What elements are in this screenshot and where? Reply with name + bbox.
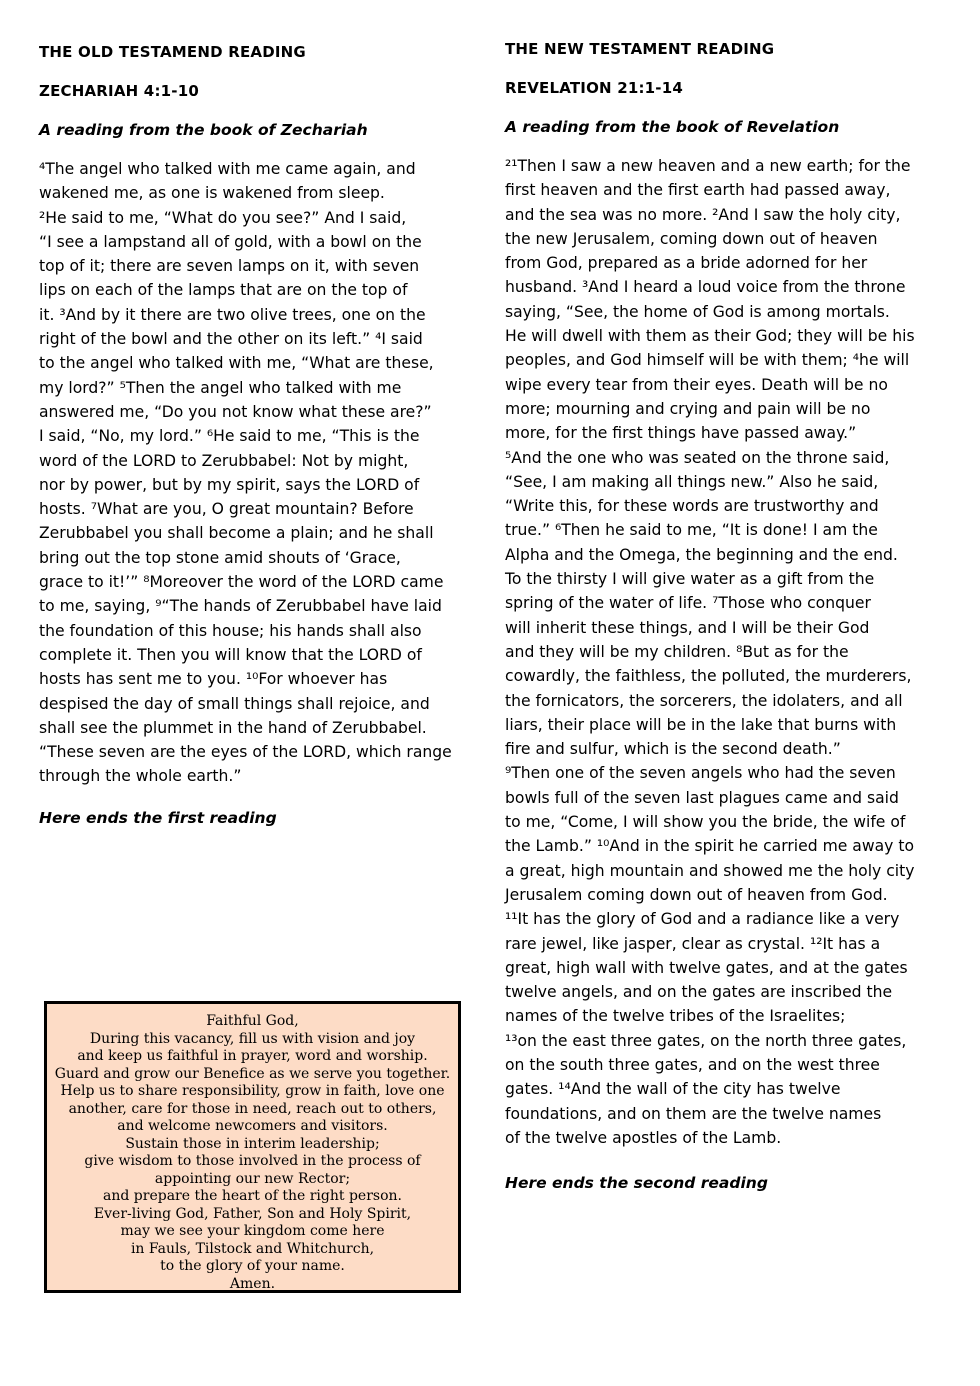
scripture-line: ¹¹It has the glory of God and a radiance like a very	[505, 910, 900, 929]
scripture-line: peoples, and God himself will be with them; ⁴he will	[505, 351, 910, 370]
scripture-line: hosts. ⁷What are you, O great mountain? Before	[39, 500, 414, 519]
prayer-line: Sustain those in interim leadership;	[125, 1135, 380, 1152]
prayer-line: to the glory of your name.	[160, 1258, 345, 1274]
prayer-line: appointing our new Rector;	[154, 1170, 351, 1187]
prayer-line: another, care for those in need, reach out to others,	[68, 1100, 437, 1117]
scripture-line: ²¹Then I saw a new heaven and a new earth; for the	[505, 157, 911, 175]
prayer-line: Help us to share responsibility, grow in faith, love one	[60, 1083, 445, 1099]
scripture-line: to me, “Come, I will show you the bride, the wife of	[505, 813, 906, 832]
scripture-line: right of the bowl and the other on its left.” ⁴I said	[39, 330, 423, 349]
scripture-line: first heaven and the first earth had passed away,	[505, 181, 891, 200]
prayer-line: Amen.	[229, 1275, 276, 1292]
scripture-line: liars, their place will be in the lake that burns with	[505, 715, 897, 734]
scripture-line: spring of the water of life. ⁷Those who conquer	[505, 594, 871, 613]
scripture-line: the foundation of this house; his hands shall also	[39, 621, 422, 640]
scripture-line: word of the LORD to Zerubbabel: Not by might,	[39, 451, 409, 470]
old-testament-intro: A reading from the book of Zechariah	[39, 121, 368, 139]
scripture-line: and they will be my children. ⁸But as for the	[505, 642, 849, 661]
scripture-line: Jerusalem coming down out of heaven from God.	[505, 885, 888, 904]
new-testament-ending: Here ends the second reading	[505, 1174, 768, 1192]
scripture-line: lips on each of the lamps that are on the top of	[39, 281, 408, 300]
scripture-line: complete it. Then you will know that the LORD of	[39, 645, 422, 664]
scripture-line: answered me, “Do you not know what these are?”	[39, 402, 432, 421]
scripture-line: bring out the top stone amid shouts of ‘Grace,	[39, 548, 401, 567]
prayer-line: During this vacancy, fill us with vision and joy	[89, 1030, 416, 1047]
scripture-line: top of it; there are seven lamps on it, with seven	[39, 257, 420, 276]
scripture-line: Alpha and the Omega, the beginning and the end.	[505, 545, 898, 564]
scripture-line: to the angel who talked with me, “What are these,	[39, 354, 434, 373]
scripture-line: it. ³And by it there are two olive trees, one on the	[39, 305, 426, 324]
scripture-line: saying, “See, the home of God is among mortals.	[505, 302, 890, 321]
scripture-line: and the sea was no more. ²And I saw the holy city,	[505, 205, 901, 224]
new-testament-heading: THE NEW TESTAMENT READING	[505, 40, 775, 58]
scripture-line: ¹³on the east three gates, on the north three gates,	[505, 1031, 907, 1050]
scripture-line: through the whole earth.”	[39, 767, 242, 786]
scripture-line: “Write this, for these words are trustworthy and	[505, 497, 879, 516]
prayer-line: and welcome newcomers and visitors.	[117, 1118, 388, 1134]
scripture-line: “These seven are the eyes of the LORD, which range	[39, 743, 452, 762]
scripture-line: the fornicators, the sorcerers, the idolaters, and all	[505, 691, 903, 710]
prayer-line: and keep us faithful in prayer, word and worship.	[77, 1048, 428, 1064]
scripture-line: despised the day of small things shall rejoice, and	[39, 694, 430, 713]
scripture-line: “See, I am making all things new.” Also he said,	[505, 472, 879, 491]
scripture-line: hosts has sent me to you. ¹⁰For whoever has	[39, 670, 388, 689]
scripture-line: ⁵And the one who was seated on the throne said,	[505, 448, 890, 467]
scripture-line: nor by power, but by my spirit, says the LORD of	[39, 475, 420, 494]
old-testament-ending: Here ends the first reading	[39, 809, 277, 827]
scripture-line: wakened me, as one is wakened from sleep.	[39, 184, 385, 203]
old-testament-text	[39, 157, 452, 789]
scripture-line: He will dwell with them as their God; they will be his	[505, 327, 915, 346]
scripture-line: ⁹Then one of the seven angels who had the seven	[505, 764, 896, 783]
scripture-line: gates. ¹⁴And the wall of the city has twelve	[505, 1080, 841, 1099]
scripture-line: ²He said to me, “What do you see?” And I said,	[39, 208, 407, 227]
vacancy-prayer-box	[44, 1001, 461, 1293]
new-testament-intro: A reading from the book of Revelation	[505, 118, 840, 136]
scripture-line: on the south three gates, and on the west three	[505, 1055, 880, 1074]
scripture-line: the new Jerusalem, coming down out of heaven	[505, 229, 878, 248]
scripture-line: bowls full of the seven last plagues came and said	[505, 788, 899, 807]
prayer-line: Ever-living God, Father, Son and Holy Spirit,	[93, 1205, 412, 1222]
scripture-line: the Lamb.” ¹⁰And in the spirit he carried me away to	[505, 837, 915, 856]
scripture-line: cowardly, the faithless, the polluted, the murderers,	[505, 667, 912, 686]
scripture-line: from God, prepared as a bride adorned for her	[505, 254, 868, 273]
prayer-line: give wisdom to those involved in the process of	[84, 1153, 421, 1169]
old-testament-reference: ZECHARIAH 4:1-10	[39, 82, 199, 100]
scripture-line: wipe every tear from their eyes. Death will be no	[505, 375, 888, 394]
prayer-line: and prepare the heart of the right person.	[103, 1188, 402, 1204]
scripture-line: will inherit these things, and I will be their God	[505, 618, 870, 637]
prayer-line: may we see your kingdom come here	[120, 1223, 385, 1239]
new-testament-reference: REVELATION 21:1-14	[505, 79, 684, 97]
scripture-line: more; mourning and crying and pain will be no	[505, 399, 871, 418]
scripture-line: great, high wall with twelve gates, and at the gates	[505, 958, 908, 977]
old-testament-heading: THE OLD TESTAMEND READING	[39, 43, 306, 61]
scripture-line: fire and sulfur, which is the second death.”	[505, 740, 841, 759]
scripture-line: more, for the first things have passed away.”	[505, 424, 857, 443]
scripture-line: twelve angels, and on the gates are inscribed the	[505, 983, 893, 1002]
scripture-line: husband. ³And I heard a loud voice from the throne	[505, 278, 906, 297]
scripture-line: rare jewel, like jasper, clear as crystal. ¹²It has a	[505, 934, 881, 953]
scripture-line: my lord?” ⁵Then the angel who talked with me	[39, 378, 402, 397]
scripture-line: of the twelve apostles of the Lamb.	[505, 1128, 782, 1147]
scripture-line: true.” ⁶Then he said to me, “It is done! I am the	[505, 521, 878, 540]
prayer-line: Guard and grow our Benefice as we serve you together.	[54, 1065, 451, 1082]
scripture-line: a great, high mountain and showed me the holy city	[505, 861, 915, 880]
scripture-line: grace to it!’” ⁸Moreover the word of the LORD came	[39, 573, 444, 592]
scripture-line: “I see a lampstand all of gold, with a bowl on the	[39, 232, 422, 251]
scripture-line: names of the twelve tribes of the Israelites;	[505, 1007, 846, 1026]
scripture-line: to me, saying, ⁹“The hands of Zerubbabel have laid	[39, 597, 442, 616]
prayer-line: Faithful God,	[206, 1013, 299, 1029]
scripture-line: foundations, and on them are the twelve names	[505, 1104, 882, 1123]
new-testament-text	[505, 154, 915, 1150]
scripture-line: Zerubbabel you shall become a plain; and he shall	[39, 524, 434, 543]
prayer-line: in Fauls, Tilstock and Whitchurch,	[130, 1240, 375, 1257]
scripture-line: shall see the plummet in the hand of Zerubbabel.	[39, 718, 427, 737]
scripture-line: To the thirsty I will give water as a gift from the	[505, 570, 875, 589]
scripture-line: I said, “No, my lord.” ⁶He said to me, “This is the	[39, 427, 420, 446]
scripture-line: ⁴The angel who talked with me came again, and	[39, 160, 416, 178]
